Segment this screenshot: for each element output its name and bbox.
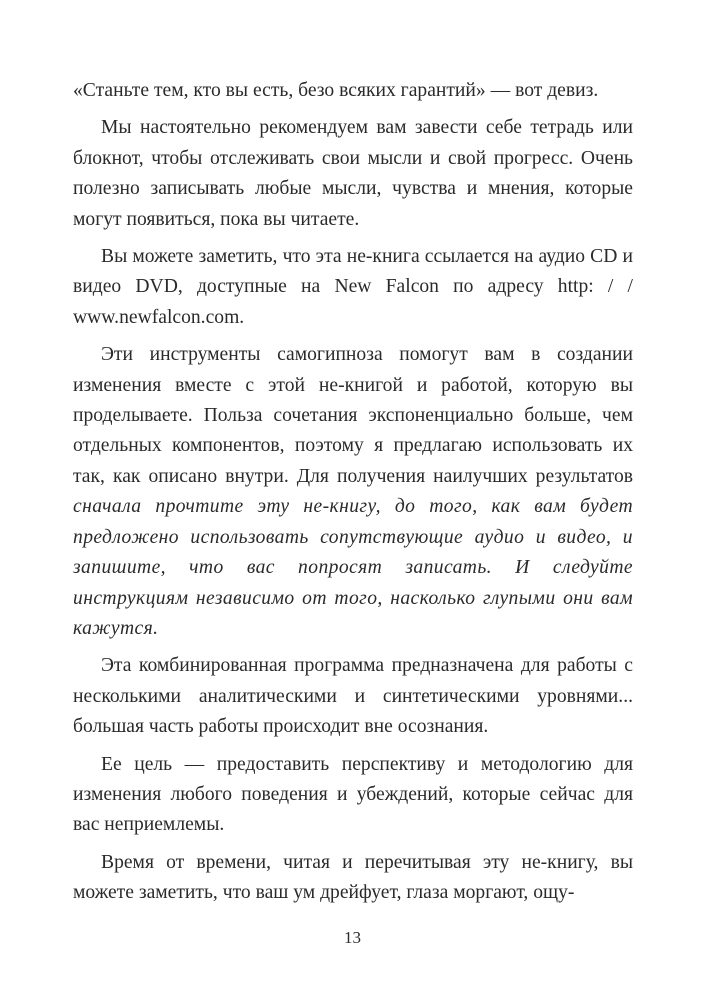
paragraph-combined-program: Эта комбинированная программа предназначена для работы с несколькими аналитическими и синтетическими уровнями... большая часть работы происходит вне осознания. [73,655,633,738]
page-number: 13 [344,928,361,947]
paragraph-notebook: Мы настоятельно рекомендуем вам завести себе тетрадь или блокнот, чтобы отслеживать свои мысли и свой прогресс. Очень полезно записывать любые мысли, чувства и мнения, которые могут появиться, пока вы читаете. [73,117,633,230]
paragraph-mind-drifting: Время от времени, читая и перечитывая эту не-книгу, вы можете заметить, что ваш ум дрейфует, глаза моргают, ощу- [73,851,633,904]
paragraph-motto: «Станьте тем, кто вы есть, безо всяких гарантий» — вот девиз. [73,80,599,101]
paragraph-regular-text: Эти инструменты самогипноза помогут вам в создании изменения вместе с этой не-книгой и работой, которую вы проделываете. Польза сочетания экспоненциально больше, чем отдельных компонентов, поэтому я предлагаю использовать их так, как описано внутри. Для получения наилучших результатов [73,344,633,487]
page-body [73,76,633,916]
paragraph-cd-dvd: Вы можете заметить, что эта не-книга ссылается на аудио CD и видео DVD, доступные на New Falcon по адресу http: / / www.newfalcon.com. [73,246,633,328]
paragraph-italic-instructions: сначала прочтите эту не-книгу, до того, как вам будет предложено использовать сопутствующие аудио и видео, и запишите, что вас попросят записать. И следуйте инструкциям независимо от того, насколько глупыми они вам кажутся. [73,496,633,639]
paragraph-self-hypnosis-tools [73,340,633,644]
paragraph-goal: Ее цель — предоставить перспективу и методологию для изменения любого поведения и убеждений, которые сейчас для вас неприемлемы. [73,753,633,836]
